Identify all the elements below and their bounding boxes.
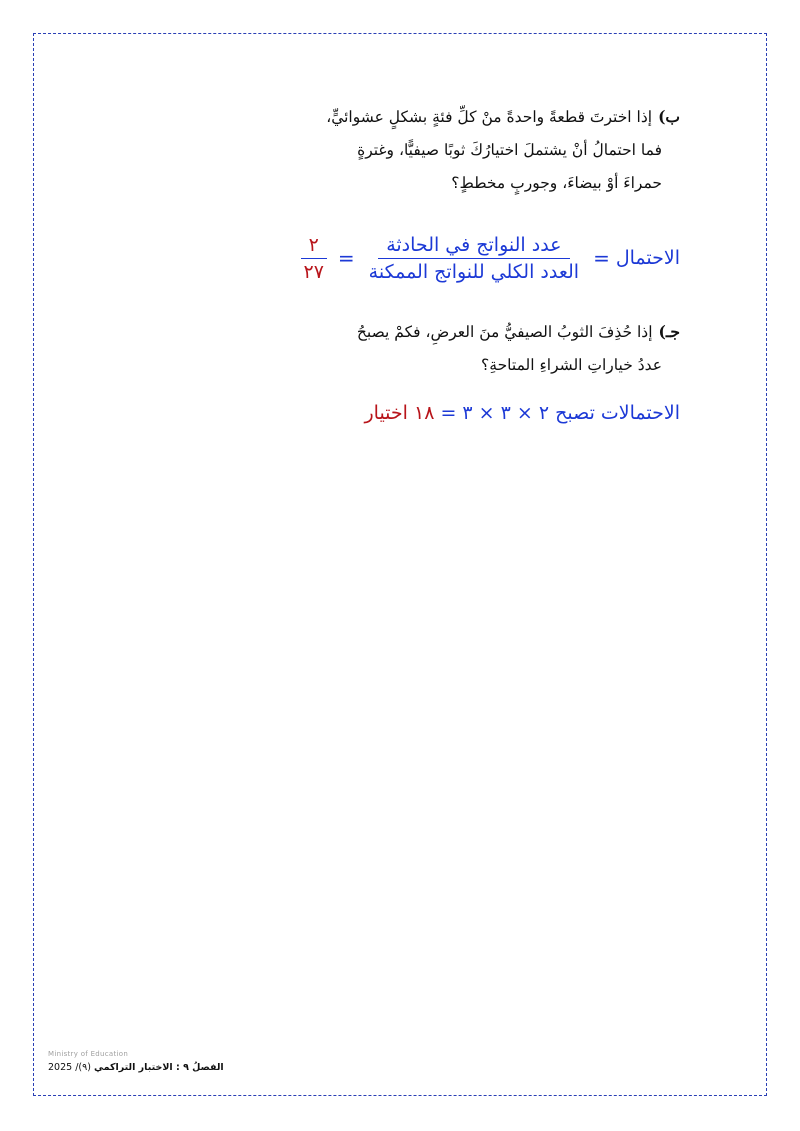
question-b-letter: ب): [658, 107, 680, 126]
formula-label: الاحتمال: [615, 247, 680, 269]
question-c-text-1: إذا حُذِفَ الثوبُ الصيفيُّ منَ العرضِ، فكمْ يصبحُ: [356, 323, 653, 341]
question-b-line-1: [250, 100, 680, 134]
footer-watermark: Ministry of Education: [48, 1050, 129, 1058]
formula-fraction: [361, 233, 587, 284]
footer: [48, 1062, 224, 1073]
question-c: [250, 315, 680, 382]
question-b-text-1: إذا اخترتَ قطعةً واحدةً منْ كلِّ فئةٍ بشكلٍ عشوائيٍّ،: [326, 108, 653, 126]
question-c-line-2: عددُ خياراتِ الشراءِ المتاحةِ؟: [481, 356, 662, 374]
footer-year: 2025: [48, 1062, 73, 1073]
formula-result-numerator: ٢: [301, 233, 327, 259]
question-b: [250, 100, 680, 200]
answer-text: الاحتمالات تصبح ٢ × ٣ × ٣ =: [434, 402, 680, 424]
formula-denominator: العدد الكلي للنواتج الممكنة: [368, 260, 580, 283]
answer-result: ١٨ اختيار: [364, 402, 435, 424]
footer-chapter: الفصلُ ٩ : الاختبار التراكمي: [94, 1062, 224, 1073]
formula-numerator: عدد النواتج في الحادثة: [378, 233, 569, 259]
question-c-letter: جـ): [658, 322, 680, 341]
question-b-line-2: فما احتمالُ أنْ يشتملَ اختيارُكَ ثوبًا صيفيًّا، وغترةٍ: [357, 141, 662, 159]
question-b-line-3: حمراءَ أوْ بيضاءَ، وجوربٍ مخططٍ؟: [451, 174, 662, 192]
probability-formula: [295, 228, 680, 288]
formula-result-fraction: [295, 233, 331, 284]
answer-c: [364, 402, 680, 424]
formula-equals-2: =: [337, 246, 355, 270]
question-c-line-1: [250, 315, 680, 349]
formula-equals-1: =: [593, 246, 610, 270]
formula-result-denominator: ٢٧: [303, 260, 324, 283]
footer-page: (٩)/: [75, 1062, 91, 1073]
